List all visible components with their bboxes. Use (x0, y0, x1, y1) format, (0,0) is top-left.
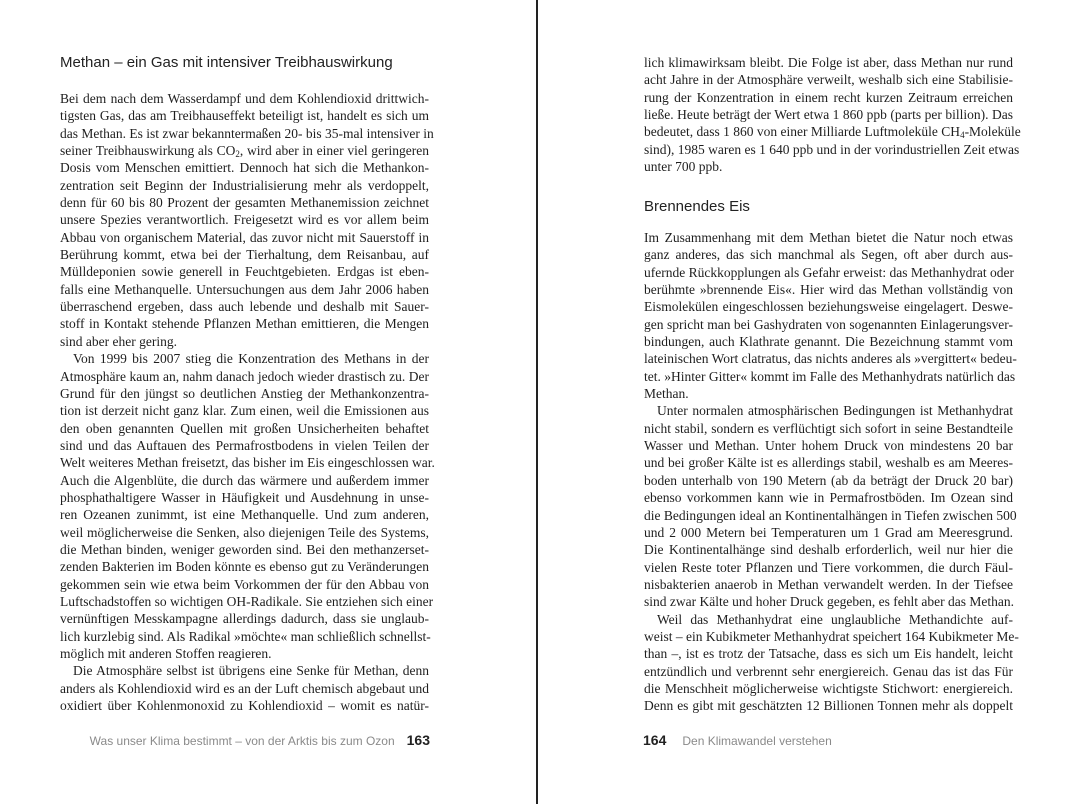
right-body-text-top (644, 54, 1021, 175)
text-line: Wasser und Methan. Unter hohem Druck von mindestens 20 bar (644, 438, 1013, 454)
text-line: sind), 1985 waren es 1 640 ppb und in der vorindustriellen Zeit etwas (644, 141, 1020, 157)
subscript: 2 (235, 149, 240, 160)
text-line: Die Kontinentalhänge sind deshalb erforderlich, weil nur hier die (644, 542, 1013, 558)
text-line: bindungen, auch Klathrate genannt. Die Bezeichnung stammt vom (644, 334, 1013, 350)
text-line: anders als Kohlendioxid wird es an der Luft chemisch abgebaut und (60, 680, 429, 696)
text-line: lich kurzlebig sind. Als Radikal »möchte« man schließlich schnellst- (60, 628, 431, 644)
text-line: die Menschheit möglicherweise wichtigste Stichwort: energiereich. (644, 680, 1013, 696)
text-line: entzündlich und verbrennt sehr energiereich. Genau das ist das Für (644, 663, 1013, 679)
section-heading-brennendes-eis: Brennendes Eis (644, 198, 750, 215)
text-line: möglich mit anderen Stoffen reagieren. (60, 646, 272, 661)
text-line: Grund für den jüngst so deutlichen Anstieg der Methankonzentra- (60, 385, 429, 401)
text-line: das Methan. Es ist zwar bekanntermaßen 20- bis 35-mal intensiver in (60, 125, 434, 141)
page-number: 164 (643, 732, 667, 748)
right-page (538, 0, 1075, 804)
text-line: Die Atmosphäre selbst ist übrigens eine Senke für Methan, denn (73, 663, 429, 679)
running-head: Den Klimawandel verstehen (682, 734, 832, 748)
text-line: Im Zusammenhang mit dem Methan bietet die Natur noch etwas (644, 230, 1013, 245)
text-line-segment: , wird aber in einer viel geringeren (239, 143, 430, 159)
text-line: oxidiert über Kohlenmonoxid zu Kohlendioxid – womit es natür- (60, 698, 429, 714)
text-line: lich klimawirksam bleibt. Die Folge ist aber, dass Methan nur rund (644, 55, 1013, 70)
text-line: und bei großer Kälte ist es allerdings stabil, weshalb es am Meeres- (644, 455, 1013, 471)
section-heading-methan: Methan – ein Gas mit intensiver Treibhauswirkung (60, 54, 393, 71)
text-line: ebenso vorkommen kann wie in Permafrostböden. Im Ozean sind (644, 490, 1013, 506)
text-line: tet. »Hinter Gitter« kommt im Falle des Methanhydrats natürlich das (644, 368, 1016, 384)
text-line: Denn es gibt mit geschätzten 12 Billionen Tonnen mehr als doppelt (644, 698, 1013, 714)
text-line-segment: -Moleküle (964, 124, 1021, 140)
subscript: 4 (960, 130, 965, 141)
text-line: Von 1999 bis 2007 stieg die Konzentration des Methans in der (73, 351, 429, 367)
text-line: boden unterhalb von 190 Metern (ab da beträgt der Druck 20 bar) (644, 472, 1013, 488)
text-line: weil möglicherweise die Senken, also diejenigen Teile des Systems, (60, 524, 429, 540)
text-line: rung der Konzentration in einem recht kurzen Zeitraum erreichen (644, 89, 1013, 105)
text-line: tion ist derzeit nicht ganz klar. Zum einen, weil die Emissionen aus (60, 403, 429, 419)
running-head: Was unser Klima bestimmt – von der Arktis bis zum Ozon (89, 734, 395, 748)
text-line: weist – ein Kubikmeter Methanhydrat speichert 164 Kubikmeter Me- (644, 628, 1019, 644)
text-line: Mülldeponien sowie generell in Feuchtgebieten. Erdgas ist eben- (60, 264, 429, 280)
text-line: Methan. (644, 386, 689, 402)
text-line: überraschend ergeben, dass auch lebende und deshalb mit Sauer- (60, 299, 429, 315)
text-line: vielen Reste toter Pflanzen und Tiere vorkommen, die durch Fäul- (644, 559, 1013, 575)
text-line: unter 700 ppb. (644, 159, 723, 175)
text-line: Berührung kommt, etwa bei der Tierhaltung, dem Reisanbau, auf (60, 247, 429, 263)
text-line: gekommen sein wie etwa beim Vorkommen der für den Abbau von (60, 576, 429, 592)
text-line: Luftschadstoffen so wichtigen OH-Radikale. Sie entziehen sich einer (60, 593, 434, 609)
text-line: die Bedingungen ideal an Kontinentalhängen in Tiefen zwischen 500 (644, 507, 1017, 523)
text-line: Eismolekülen eingeschlossen beziehungsweise eingelagert. Deswe- (644, 299, 1013, 315)
text-line: denn für 60 bis 80 Prozent der gesamten Methanemission zeichnet (60, 195, 429, 211)
text-line: und 2 000 Metern bei Temperaturen um 1 Grad am Meeresgrund. (644, 524, 1013, 540)
text-line: lateinischen Wort clatratus, das nichts anderes als »vergittert« bedeu- (644, 351, 1017, 367)
text-line (60, 142, 429, 159)
text-line: ganz anderes, das sich manchmal als Segen, oft aber durch aus- (644, 247, 1013, 263)
right-body-text-bottom (644, 229, 1019, 715)
text-line: tigsten Gas, das am Treibhauseffekt beteiligt ist, handelt es sich um (60, 108, 429, 124)
text-line-segment: bedeutet, dass 1 860 von einer Milliarde Luftmoleküle CH (644, 124, 961, 140)
text-line: ren Ozeanen zunimmt, ist eine Methanquelle. Und zum anderen, (60, 507, 429, 523)
text-line: phosphathaltigere Wasser in Häufigkeit und Ausdehnung in unse- (60, 489, 429, 505)
text-line: nicht stabil, sondern es verflüchtigt sich sofort in seine Bestandteile (644, 420, 1013, 436)
text-line: zenden Bakterien im Boden könnte es ebenso gut zu Veränderungen (60, 559, 429, 575)
text-line: Atmosphäre kaum an, nahm danach jedoch wieder drastisch zu. Der (60, 368, 429, 384)
text-line: sind aber eher gering. (60, 333, 177, 349)
left-page-footer (90, 732, 430, 748)
page-number: 163 (406, 732, 430, 748)
text-line: sind und das Auftauen des Permafrostbodens in vielen Teilen der (60, 437, 429, 453)
text-line: den oben genannten Quellen mit großen Unsicherheiten behaftet (60, 420, 429, 436)
text-line: falls eine Methanquelle. Untersuchungen aus dem Jahr 2006 haben (60, 281, 429, 297)
text-line-segment: seiner Treibhauswirkung als CO (60, 143, 236, 159)
text-line: vernünftigen Messkampagne allerdings dadurch, dass sie unglaub- (60, 611, 429, 627)
text-line: than –, ist es trotz der Tatsache, dass es sich um Eis handelt, leicht (644, 646, 1013, 662)
text-line: die Methan binden, weniger geworden sind. Bei den methanzerset- (60, 541, 429, 557)
text-line: unsere Spezies verantwortlich. Freigesetzt wird es vor allem beim (60, 212, 429, 228)
text-line: Auch die Algenblüte, die durch das wärmere und außerdem immer (60, 472, 429, 488)
text-line: acht Jahre in der Atmosphäre verweilt, weshalb sich eine Stabilisie- (644, 72, 1013, 88)
text-line: Bei dem nach dem Wasserdampf und dem Kohlendioxid drittwich- (60, 91, 429, 106)
text-line: zentration seit Beginn der Industrialisierung mehr als verdoppelt, (60, 177, 429, 193)
text-line: Welt weiteres Methan freisetzt, das bisher im Eis eingeschlossen war. (60, 455, 435, 471)
text-line: Abbau von organischem Material, das zuvor nicht mit Sauerstoff in (60, 229, 429, 245)
right-page-footer (643, 732, 832, 748)
left-page (0, 0, 536, 804)
text-line: berühmte »brennende Eis«. Hier wird das Methan vollständig von (644, 282, 1013, 298)
text-line: ließe. Heute beträgt der Wert etwa 1 860 ppb (parts per billion). Das (644, 107, 1013, 123)
text-line: gen spricht man bei Gashydraten von sogenannten Einlagerungsver- (644, 316, 1013, 332)
text-line: Dosis vom Menschen emittiert. Dennoch hat sich die Methankon- (60, 160, 429, 176)
text-line: nisbakterien anaerob in Methan verwandelt werden. In der Tiefsee (644, 576, 1013, 592)
text-line (644, 123, 1021, 141)
text-line: Weil das Methanhydrat eine unglaubliche Methandichte auf- (657, 611, 1013, 627)
text-line: stoff in Kontakt stehende Pflanzen Methan emittieren, die Mengen (60, 316, 429, 332)
left-body-text (60, 90, 435, 714)
text-line: sind zwar Kälte und hoher Druck gegeben, es fehlt aber das Methan. (644, 594, 1014, 610)
text-line: Unter normalen atmosphärischen Bedingungen ist Methanhydrat (657, 403, 1013, 419)
text-line: ufernde Rückkopplungen als Gefahr erweist: das Methanhydrat oder (644, 264, 1015, 280)
